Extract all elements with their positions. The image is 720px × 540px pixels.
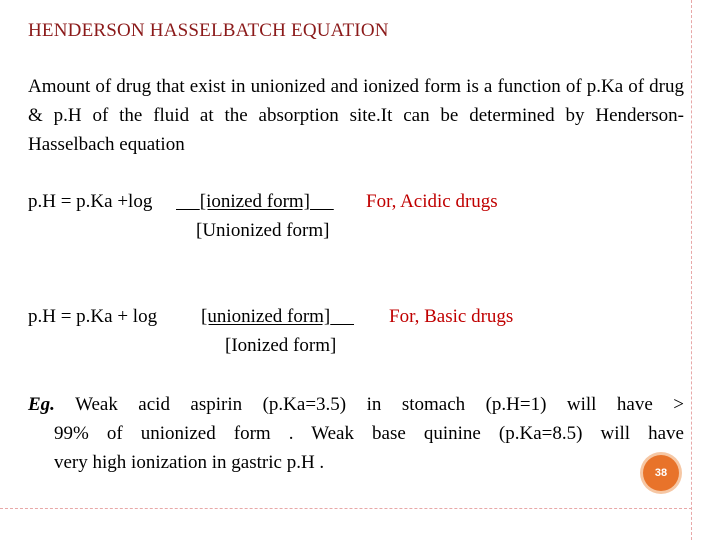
example-line-1 [28,390,684,419]
slide-border-right [691,0,693,540]
basic-equation-note: For, Basic drugs [389,306,514,327]
basic-numerator-text: [unionized form] [201,306,331,327]
example-line-1-text: Weak acid aspirin (p.Ka=3.5) in stomach (p.H=1) will have > [75,394,684,415]
acidic-equation-note: For, Acidic drugs [366,191,498,212]
example-block [28,390,684,477]
page-number-badge: 38 [643,455,679,491]
acidic-equation-denominator: [Unionized form] [196,220,330,241]
acidic-equation-numerator [176,191,334,213]
example-prefix: Eg. [28,394,55,415]
basic-equation-lhs: p.H = p.Ka + log [28,306,158,327]
slide-border-bottom [0,508,692,510]
basic-equation-denominator: [Ionized form] [225,335,337,356]
acidic-equation-lhs: p.H = p.Ka +log [28,191,153,212]
basic-equation-numerator [201,306,354,328]
acidic-numerator-text: [ionized form] [199,191,311,212]
intro-paragraph: Amount of drug that exist in unionized and ionized form is a function of p.Ka of drug & p.H of the fluid at the absorption site.It can be determined by Henderson-Hasselbach equation [28,76,684,155]
example-line-2: 99% of unionized form . Weak base quinine (p.Ka=8.5) will have [54,423,684,444]
example-line-3: very high ionization in gastric p.H . [54,452,325,473]
slide-title: HENDERSON HASSELBATCH EQUATION [28,20,389,41]
